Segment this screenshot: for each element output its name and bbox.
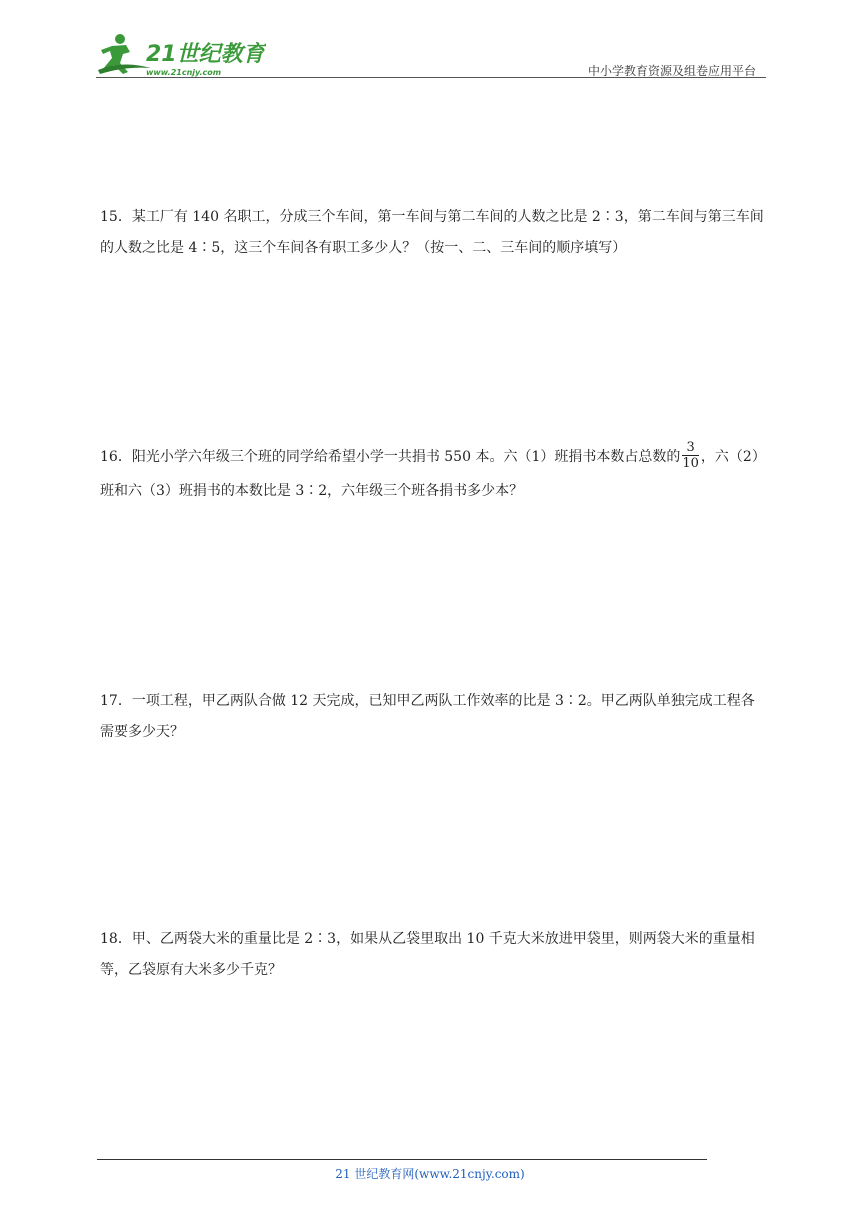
question-text-after: ，六（2）班和六（3）班捐书的本数比是 3∶2，六年级三个班各捐书多少本？ [100, 449, 759, 499]
logo-url: www.21cnjy.com [146, 68, 222, 77]
footer-link[interactable]: 21 世纪教育网(www.21cnjy.com) [335, 1167, 525, 1181]
header-platform-text: 中小学教育资源及组卷应用平台 [587, 64, 756, 78]
logo-title: 21世纪教育 [146, 42, 265, 67]
page-header [96, 30, 766, 80]
question-text: 甲、乙两袋大米的重量比是 2∶3，如果从乙袋里取出 10 千克大米放进甲袋里，则两袋大米的重量相等，乙袋原有大米多少千克？ [100, 931, 755, 978]
fraction-numerator: 3 [682, 440, 699, 456]
site-logo [96, 30, 266, 78]
question-16 [100, 440, 765, 508]
header-divider [96, 77, 766, 78]
question-text: 某工厂有 140 名职工，分成三个车间，第一车间与第二车间的人数之比是 2∶3，第二车间与第三车间的人数之比是 4∶5，这三个车间各有职工多少人？（按一、二、三车间的顺序填写） [100, 209, 764, 256]
question-text: 一项工程，甲乙两队合做 12 天完成，已知甲乙两队工作效率的比是 3∶2。甲乙两队单独完成工程各需要多少天？ [100, 693, 755, 740]
question-18 [100, 924, 765, 986]
question-number: 18． [100, 931, 132, 947]
question-number: 16． [100, 449, 132, 465]
footer-divider [97, 1159, 707, 1160]
question-number: 15． [100, 209, 132, 225]
question-15 [100, 202, 765, 264]
fraction [682, 440, 699, 471]
question-17 [100, 686, 765, 748]
question-text-before: 阳光小学六年级三个班的同学给希望小学一共捐书 550 本。六（1）班捐书本数占总数的 [131, 449, 681, 465]
fraction-denominator: 10 [682, 455, 699, 471]
runner-icon [98, 34, 151, 74]
question-number: 17． [100, 693, 132, 709]
